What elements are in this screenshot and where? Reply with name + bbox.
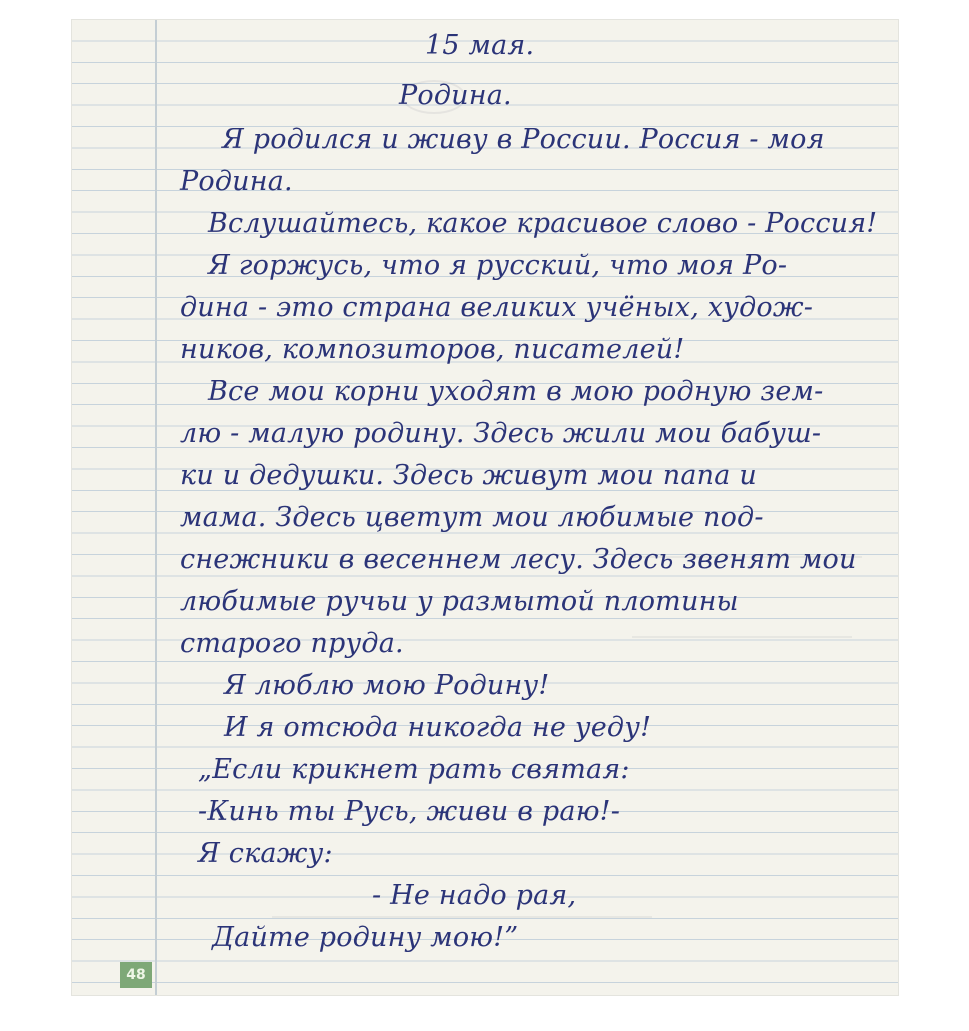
text-line: И я отсюда никогда не уеду! <box>224 712 652 743</box>
text-line: лю - малую родину. Здесь жили мои бабуш- <box>180 418 822 449</box>
text-line: Я горжусь, что я русский, что моя Ро- <box>208 250 788 281</box>
text-line: дина - это страна великих учёных, худож- <box>180 292 814 323</box>
poem-line: „Если крикнет рать святая: <box>198 754 630 785</box>
page-number-badge: 48 <box>120 962 152 988</box>
handwritten-text <box>72 20 898 995</box>
poem-line: -Кинь ты Русь, живи в раю!- <box>198 796 621 827</box>
text-line: Вслушайтесь, какое красивое слово - Россия! <box>208 208 878 239</box>
text-line: любимые ручьи у размытой плотины <box>180 586 739 617</box>
text-line: Родина. <box>180 166 293 197</box>
poem-line: Я скажу: <box>198 838 333 869</box>
text-line: мама. Здесь цветут мои любимые под- <box>180 502 764 533</box>
poem-line: Дайте родину мою!” <box>212 922 519 953</box>
text-line: снежники в весеннем лесу. Здесь звенят мои <box>180 544 857 575</box>
text-line: Все мои корни уходят в мою родную зем- <box>208 376 824 407</box>
text-line: Я родился и живу в России. Россия - моя <box>222 124 825 155</box>
text-line: Я люблю мою Родину! <box>224 670 550 701</box>
text-line: ников, композиторов, писателей! <box>180 334 685 365</box>
essay-title: Родина. <box>399 80 512 111</box>
notebook-page <box>72 20 898 995</box>
text-line: старого пруда. <box>180 628 404 659</box>
poem-line: - Не надо рая, <box>372 880 577 911</box>
text-line: ки и дедушки. Здесь живут мои папа и <box>180 460 757 491</box>
date-line: 15 мая. <box>425 30 535 61</box>
